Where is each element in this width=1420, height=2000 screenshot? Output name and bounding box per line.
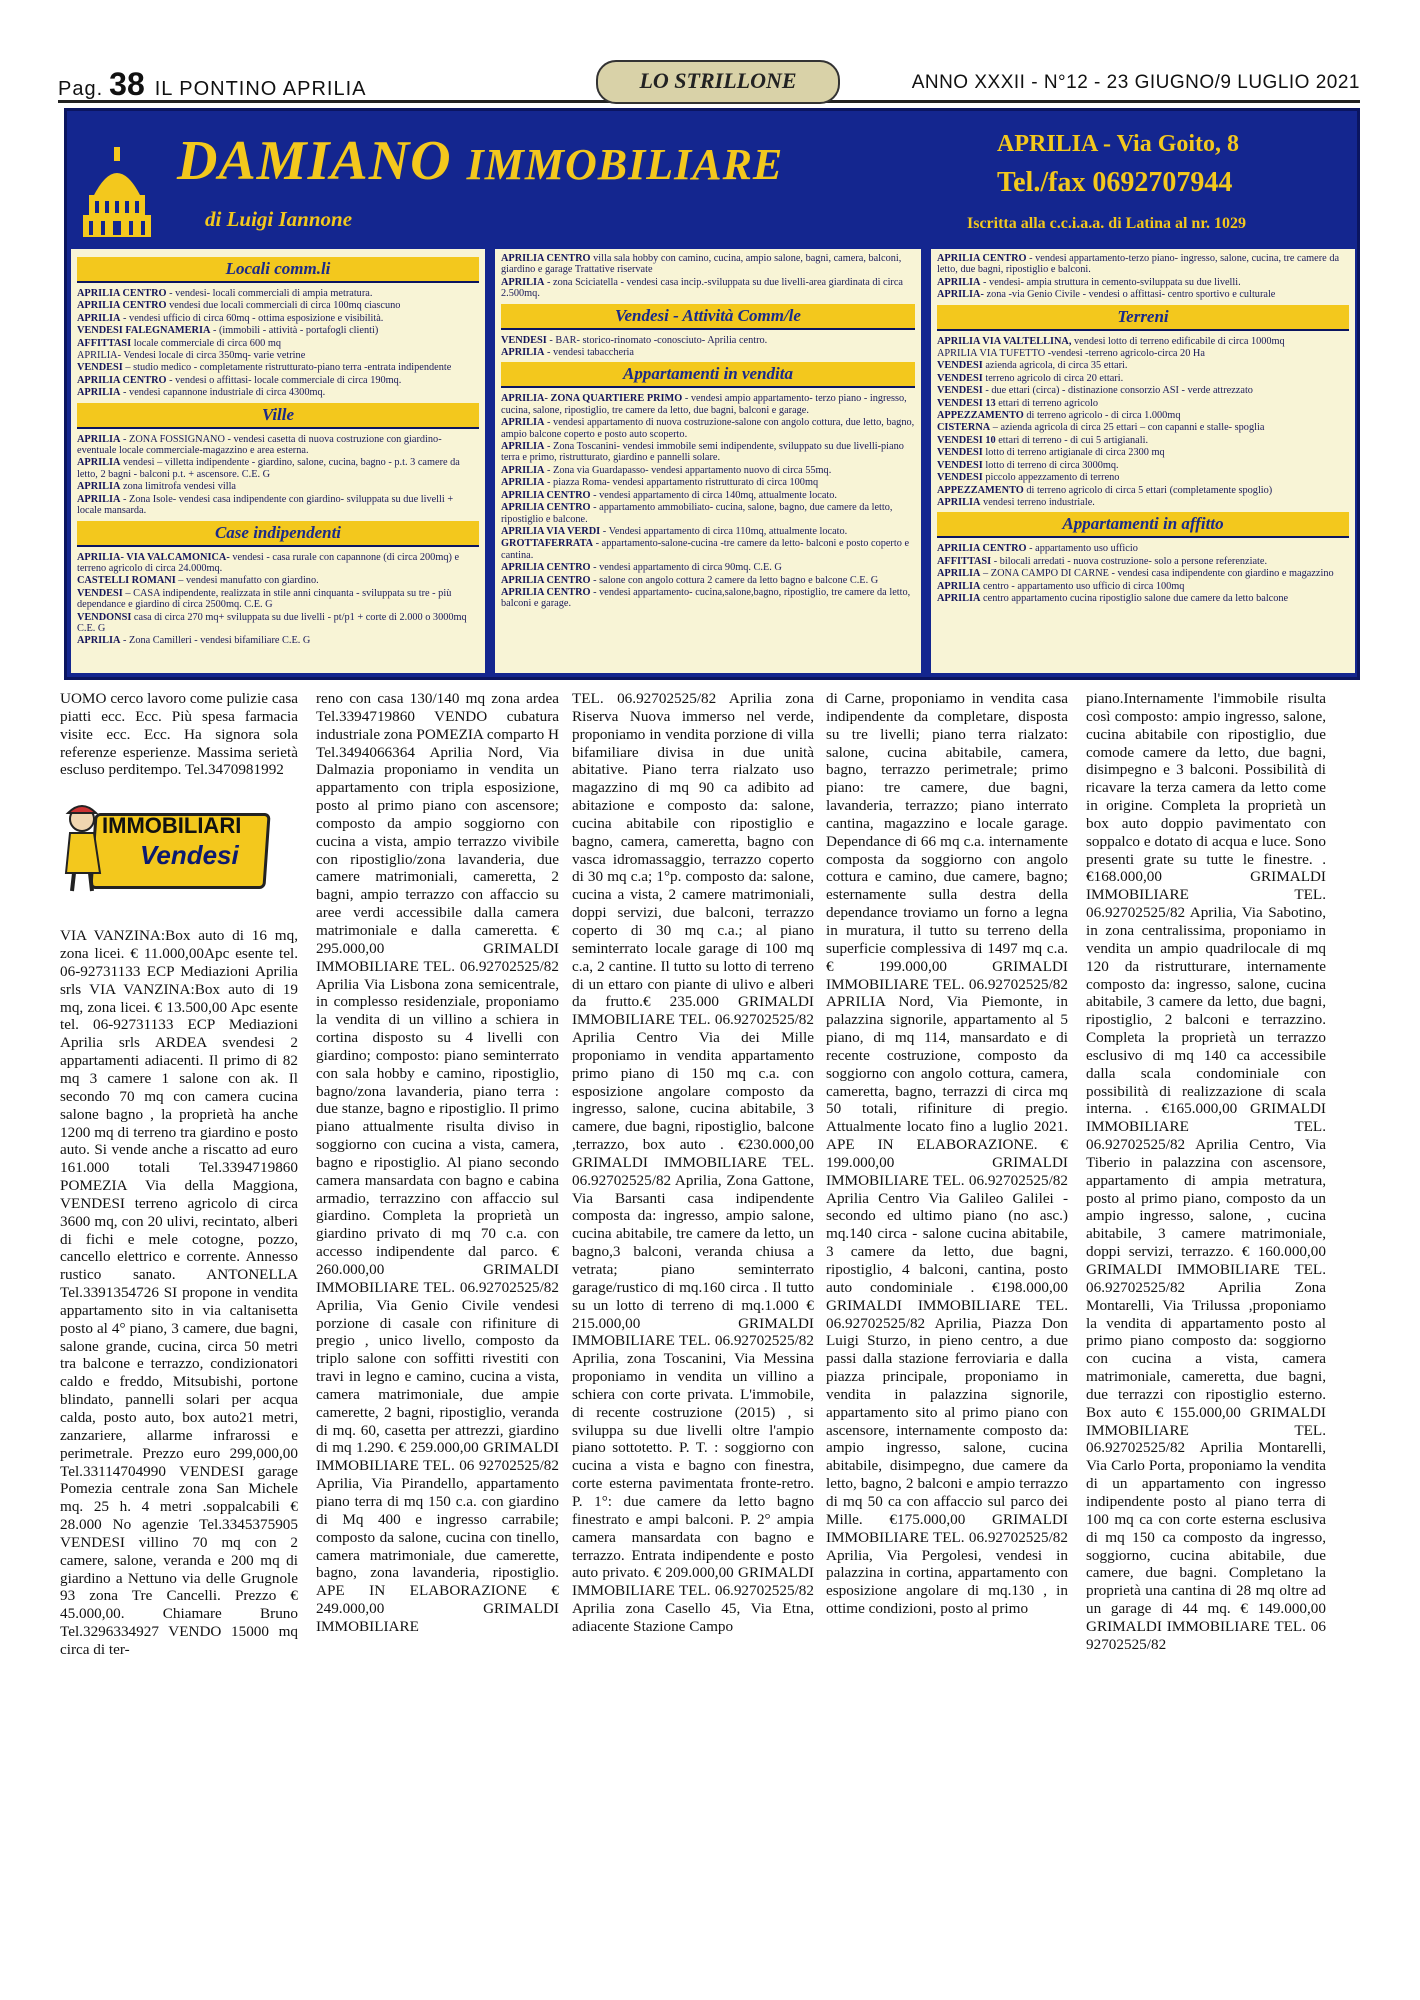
page-number: 38 [109, 66, 145, 102]
listing-item: VENDESI – CASA indipendente, realizzata in stile anni cinquanta - sviluppata su tre - più dependance e giardino di circa 2500mq. C.E. G [77, 587, 452, 611]
classified-text: di Carne, proponiamo in vendita casa indipendente da completare, disposta su tre livelli; piano terra rialzato: salone, cucina abitabile, camera, bagno, terrazzo perimetrale; primo piano: tre camere, due bagni, lavanderia, terrazzo; piano interrato cantina, magazzino e locale garage. Dependance di 66 mq c.a. internamente composta da soggiorno con angolo cottura e camino, due camere, bagno; esternamente sulla destra della dependance troviamo un forno a legna in muratura, il tutto su terreno della superficie complessiva di 1497 mq c.a. € 199.000,00 GRIMALDI IMMOBILIARE TEL. 06.92702525/82 APRILIA Nord, Via Piemonte, in palazzina signorile, appartamento al 5 piano, di mq 114, mansardato e di recente costruzione, composto da soggiorno con angolo cottura, camera, cameretta, bagno, terrazzi di circa mq 50 totali, rifiniture di pregio. Attualmente locato fino a luglio 2021. APE IN ELABORAZIONE. € 199.000,00 GRIMALDI IMMOBILIARE TEL. 06.92702525/82 Aprilia Centro Via Galileo Galilei - secondo ed ultimo piano (no asc.) mq.140 circa - salone cucina abitabile, 3 camere da letto, due bagni, ripostiglio, 4 balconi, cantina, posto auto condominiale . €198.000,00 GRIMALDI IMMOBILIARE TEL. 06.92702525/82 Aprilia, Piazza Don Luigi Sturzo, in pieno centro, a due passi dalla stazione ferroviaria e dalla piazza principale, proponiamo in vendita in palazzina signorile, appartamento sito al primo piano con ascensore, internamente composto da: ampio ingresso, salone, cucina abitabile, disimpegno, due camere da letto, bagno, 2 balconi e ampio terrazzo di mq 50 ca con affaccio sul parco dei Mille. €175.000,00 GRIMALDI IMMOBILIARE TEL. 06.92702525/82 Aprilia, Via Pergolesi, vendesi in palazzina in cortina, appartamento con esposizione angolare di mq.130 , in ottime condizioni, posto al primo [826, 690, 1068, 1618]
listing-item: APRILIA vendesi terreno industriale. [937, 496, 1095, 508]
classified-text: TEL. 06.92702525/82 Aprilia zona Riserva Nuova immerso nel verde, proponiamo in vendita porzione di villa bifamiliare divisa in due unità abitative. Piano terra rialzato uso magazzino di mq 90 ca adibito ad abitazione e composto da: salone, cucina abitabile con ripostiglio e bagno, camera, cameretta, bagno con vasca idromassaggio, terrazzo coperto di 30 mq c.a; 1°p. composto da: salone, cucina a vista, 2 camere matrimoniali, doppi servizi, due balconi, terrazzo coperto di 30 mq c.a.; al piano seminterrato locale garage di 100 mq c.a, 2 cantine. Il tutto su lotto di terreno di un ettaro con piante di ulivo e alberi da frutto.€ 235.000 GRIMALDI IMMOBILIARE TEL. 06.92702525/82 Aprilia Centro Via dei Mille proponiamo in vendita appartamento primo piano di 150 mq c.a. con esposizione angolare composto da ingresso, salone, cucina abitabile, 3 camere, due bagni, ripostiglio, balcone ,terrazzo, box auto . €230.000,00 GRIMALDI IMMOBILIARE TEL. 06.92702525/82 Aprilia, Zona Gattone, Via Barsanti casa indipendente composta da: ingresso, ampio salone, cucina abitabile, tre camere da letto, un bagno,3 balconi, veranda chiusa a vetrata; piano seminterrato garage/rustico di mq.160 circa . Il tutto su un lotto di terreno di mq.1.000 € 215.000,00 GRIMALDI IMMOBILIARE TEL. 06.92702525/82 Aprilia, zona Toscanini, Via Messina proponiamo in vendita un villino a schiera con corte privata. L'immobile, di recente costruzione (2015) , si sviluppa su due livelli oltre l'ampio piano sottotetto. P. T. : soggiorno con cucina a vista e bagno con finestra, corte esterna pavimentata fronte-retro. P. 1°: due camere da letto bagno finestrato e ampi balconi. P. 2° ampia camera mansardata con bagno e terrazzo. Entrata indipendente e posto auto privato. € 209.000,00 GRIMALDI IMMOBILIARE TEL. 06.92702525/82 Aprilia zona Casello 45, Via Etna, adiacente Stazione Campo [572, 690, 814, 1635]
listing-item: VENDESI azienda agricola, di circa 35 ettari. [937, 360, 1128, 372]
listing-item: APRILIA vendesi – villetta indipendente - giardino, salone, cucina, bagno - p.t. 3 camere da letto, 2 bagni - balconi p.t. + ascensore. C.E. G [77, 457, 460, 480]
listing-item: AFFITTASI locale commerciale di circa 600 mq [77, 337, 281, 349]
listing-item: CISTERNA – azienda agricola di circa 25 ettari – con capanni e stalle- spoglia [937, 422, 1265, 434]
listing-item: APRILIA centro appartamento cucina ripostiglio salone due camere da letto balcone [937, 592, 1289, 604]
classified-text: reno con casa 130/140 mq zona ardea Tel.3394719860 VENDO cubatura industriale zona POMEZIA comparto H Tel.3494066364 Aprilia Nord, Via Dalmazia proponiamo in vendita un appartamento con tripla esposizione, posto al primo piano con ascensore; composto da ampio soggiorno con cucina a vista, ampio terrazzo vivibile con ripostiglio/zona lavanderia, due camere matrimoniali, cameretta, 2 bagni, ampio terrazzo con affaccio su aree verdi accessibile dalla camera matrimoniale e dalla cameretta. € 295.000,00 GRIMALDI IMMOBILIARE TEL. 06.92702525/82 Aprilia Via Lisbona zona semicentrale, in complesso residenziale, proponiamo la vendita di un villino a schiera in cortina disposto su 4 livelli con giardino; composto: piano seminterrato con sala hobby e camino, ripostiglio, bagno/zona lavanderia, piano terra : due stanze, bagno e ripostiglio. Il primo piano attualmente risulta diviso in soggiorno con cucina a vista, camera, bagno e ripostiglio. Al piano secondo camera mansardata con bagno e cabina armadio, terrazzino con affaccio sul giardino. Completa la proprietà un giardino privato di mq 70 c.a. con accesso indipendente dal parco. € 260.000,00 GRIMALDI IMMOBILIARE TEL. 06.92702525/82 Aprilia, Via Genio Civile vendesi porzione di casale con rifiniture di pregio , unico livello, composto da triplo salone con soffitti rivestiti con travi in legno e camino, cucina a vista, camera matrimoniale, due ampie camerette, 2 bagni, ripostiglio, veranda di mq. 60, casetta per attrezzi, giardino di mq 1.290. € 259.000,00 GRIMALDI IMMOBILIARE TEL. 06 92702525/82 Aprilia, Via Pirandello, appartamento piano terra di mq 150 c.a. con giardino di Mq 400 e ingresso carrabile; composto da salone, cucina con tinello, camera matrimoniale, due camerette, bagno, zona lavanderia, ripostiglio. APE IN ELABORAZIONE € 249.000,00 GRIMALDI IMMOBILIARE [316, 690, 559, 1635]
list-case [77, 552, 479, 647]
listing-item: APRILIA – ZONA CAMPO DI CARNE - vendesi casa indipendente con giardino e magazzino [937, 568, 1334, 580]
listing-item: APRILIA VIA TUFETTO -vendesi -terreno agricolo-circa 20 Ha [937, 348, 1205, 360]
listing-item: APRILIA CENTRO - appartamento uso ufficio [937, 543, 1138, 555]
listing-item: APRILIA - Zona via Guardapasso- vendesi appartamento nuovo di circa 55mq. [501, 464, 832, 476]
listing-item: VENDESI piccolo appezzamento di terreno [937, 472, 1120, 484]
brand-owner: di Luigi Iannone [205, 207, 353, 231]
agency-phone: Tel./fax 0692707944 [997, 167, 1233, 198]
immobiliari-vendesi-banner [62, 803, 266, 893]
listing-item: APRILIA - vendesi tabaccheria [501, 347, 634, 359]
listing-item: APRILIA CENTRO - appartamento ammobiliato- cucina, salone, bagno, due camere da letto, ripostiglio e balcone. [501, 502, 893, 525]
classified-text: UOMO cerco lavoro come pulizie casa piatti ecc. Ecc. Più spesa farmacia visite ecc. Ecc. Ha signora sola referenze esperienze. Massima serietà escluso perditempo. Tel.3470981992 [60, 690, 298, 779]
page-header [58, 66, 1360, 103]
listing-item: APRILIA- zona -via Genio Civile - vendesi o affittasi- centro sportivo e culturale [937, 289, 1276, 301]
section-title-case: Case indipendenti [77, 521, 479, 547]
listing-item: APRILIA - vendesi ufficio di circa 60mq - ottima esposizione e visibilità. [77, 312, 384, 324]
listing-item: VENDESI - due ettari (circa) - distinazione consorzio ASI - verde attrezzato [937, 385, 1253, 397]
listing-item: APRILIA- VIA VALCAMONICA- vendesi - casa rurale con capannone (di circa 200mq) e terreno agricolo di circa 24.000mq. [77, 551, 460, 574]
list-ville [77, 434, 479, 517]
listing-item: VENDESI lotto di terreno artigianale di circa 2300 mq [937, 447, 1165, 459]
listing-item: APRILIA CENTRO villa sala hobby con camino, cucina, ampio salone, bagni, camera, balconi, giardino e garage Trattative riservate [501, 253, 902, 276]
publication-name: IL PONTINO APRILIA [154, 78, 367, 100]
list-affitto [937, 543, 1349, 604]
listing-item: APRILIA CENTRO vendesi due locali commerciali di circa 100mq ciascuno [77, 300, 401, 312]
dome-icon [81, 145, 153, 239]
listing-item: APRILIA - Zona Camilleri - vendesi bifamiliare C.E. G [77, 635, 311, 647]
classified-text: VIA VANZINA:Box auto di 16 mq, zona licei. € 11.000,00Apc esente tel. 06-92731133 ECP Mediazioni Aprilia srls VIA VANZINA:Box auto di 19 mq, zona licei. € 13.500,00 Apc esente tel. 06-92731133 ECP Mediazioni Aprilia srls ARDEA svendesi 2 appartamenti adiacenti. Il primo di 82 mq 3 camere 1 salone con ak. Il secondo 70 mq con camera cucina salone bagno , la proprietà ha anche 1200 mq di terreno tra giardino e posto auto. Si vende anche a riscatto ad euro 161.000 totali Tel.3394719860 POMEZIA Via della Maggiona, VENDESI terreno agricolo di circa 3600 mq, con 20 ulivi, recintato, alberi di fichi e mele cotogne, pozzo, cancello elettrico e corrente. Annesso rustico sanato. ANTONELLA Tel.3391354726 SI propone in vendita appartamento sito in via caltanisetta posto al 4° piano, 3 camere, due bagni, salone grande, cucina, circa 50 metri tra balcone e terrazzo, condizionatori caldo e freddo, Mitsubishi, portone blindato, pannelli solari per acqua calda, posto auto, box auto21 metri, zanzariere, allarme infrarossi e perimetrale. Prezzo euro 299,000,00 Tel.33114704990 VENDESI garage Pomezia centrale zona San Michele mq. 25 h. 4 metri .soppalcabili € 28.000 No agenzie Tel.3345375905 VENDESI villino 70 mq con 2 camere, salone, veranda e 200 mq di giardino a Nettuno via delle Grugnole 93 zona Tre Cancelli. Prezzo € 45.000,00. Chiamare Bruno Tel.3296334927 VENDO 15000 mq circa di ter- [60, 927, 298, 1658]
listing-item: APRILIA VIA VERDI - Vendesi appartamento di circa 110mq, attualmente locato. [501, 525, 848, 537]
agency-registration: Iscritta alla c.c.i.a.a. di Latina al nr. 1029 [967, 215, 1246, 232]
listing-item: APRILIA zona limitrofa vendesi villa [77, 481, 237, 493]
text-column-3 [572, 690, 814, 1980]
ad-column-3 [931, 249, 1355, 673]
ad-column-1 [71, 249, 485, 673]
listing-item: VENDESI - BAR- storico-rinomato -conosciuto- Aprilia centro. [501, 334, 768, 346]
brand-title [177, 129, 783, 193]
listing-item: VENDESI – studio medico - completamente ristrutturato-piano terra -entrata indipendente [77, 362, 452, 374]
list-locali [77, 288, 479, 399]
banner-line-2: Vendesi [140, 840, 239, 871]
listing-item: APRILIA centro - appartamento uso ufficio di circa 100mq [937, 580, 1185, 592]
listing-item: APRILIA - zona Sciciatella - vendesi casa incip.-sviluppata su due livelli-area giardinata di circa 2.500mq. [501, 276, 904, 300]
page-number-block [58, 66, 367, 103]
newsboy-icon [62, 803, 106, 893]
section-title-ville: Ville [77, 403, 479, 429]
text-column-1 [60, 690, 298, 1980]
strillone-logo: LO STRILLONE [596, 60, 840, 104]
ad-column-2 [495, 249, 921, 673]
text-column-4 [826, 690, 1068, 1980]
damiano-advertisement [64, 108, 1360, 680]
text-column-5 [1086, 690, 1326, 1980]
agency-address: APRILIA - Via Goito, 8 [997, 131, 1240, 157]
listing-item: VENDONSI casa di circa 270 mq+ sviluppata su due livelli - pt/p1 + corte di 2.000 o 3000mq C.E. G [77, 611, 467, 634]
listing-item: APRILIA - piazza Roma- vendesi appartamento ristrutturato di circa 100mq [501, 477, 819, 489]
page-label: Pag. [58, 78, 104, 100]
listing-item: APRILIA - Zona Isole- vendesi casa indipendente con giardino- sviluppata su due livelli + locale mansarda. [77, 493, 454, 517]
listing-item: APRILIA - vendesi- ampia struttura in cemento-sviluppata su due livelli. [937, 276, 1241, 288]
listing-item: APRILIA CENTRO - vendesi appartamento- cucina,salone,bagno, ripostiglio, tre camere da letto, balconi e garage. [501, 586, 911, 610]
listing-item: VENDESI 13 ettari di terreno agricolo [937, 397, 1099, 409]
list-terreni [937, 336, 1349, 509]
listing-item: APRILIA CENTRO - vendesi appartamento di circa 90mq. C.E. G [501, 562, 782, 574]
brand-main: DAMIANO [177, 130, 452, 192]
listing-item: APRILIA - ZONA FOSSIGNANO - vendesi casetta di nuova costruzione con giardino- eventuale locale commerciale-magazzino e area esterna. [77, 433, 442, 457]
listing-item: AFFITTASI - bilocali arredati - nuova costruzione- solo a persone referenziate. [937, 555, 1268, 567]
list-appartamenti [501, 393, 915, 609]
listing-item: APRILIA CENTRO - salone con angolo cottura 2 camere da letto bagno e balcone C.E. G [501, 574, 879, 586]
listing-item: APRILIA - Zona Toscanini- vendesi immobile semi indipendente, sviluppato su due livelli-piano terra e primo, ristrutturato, giardino e pannelli solare. [501, 441, 904, 464]
classified-text: piano.Internamente l'immobile risulta così composto: ampio ingresso, salone, cucina abitabile con ripostiglio, due comode camere da letto, due bagni, disimpegno e 3 balconi. Possibilità di ricavare la terza camera da letto come in origine. Completa la proprietà un box auto doppio pavimentato con soppalco e dotato di acqua e luce. Sono presenti grate su tutte le finestre. . €168.000,00 GRIMALDI IMMOBILIARE TEL. 06.92702525/82 Aprilia, Via Sabotino, in zona centralissima, proponiamo in vendita un ampio quadrilocale di mq 120 da ristrutturare, internamente composto da: ingresso, salone, cucina abitabile, 3 camere da letto, due bagni, ripostiglio, 2 balconi e terrazzino. Completa la proprietà un terrazzo esclusivo di mq 140 ca accessibile dalla scala condominiale con possibilità di realizzazione di scala interna. . €165.000,00 GRIMALDI IMMOBILIARE TEL. 06.92702525/82 Aprilia Centro, Via Tiberio in palazzina con ascensore, appartamento di ampia metratura, posto al primo piano, composto da un ampio ingresso, salone, , cucina abitabile, 3 camere matrimoniale, doppi servizi, terrazzo. € 160.000,00 GRIMALDI IMMOBILIARE TEL. 06.92702525/82 Aprilia Zona Montarelli, Via Trilussa ,proponiamo la vendita di appartamento posto al primo piano composto da: soggiorno con cucina a vista, camera matrimoniale, cameretta, due bagni, due terrazzi con ripostiglio esterno. Box auto € 155.000,00 GRIMALDI IMMOBILIARE TEL. 06.92702525/82 Aprilia Montarelli, Via Carlo Porta, proponiamo la vendita di un appartamento con ingresso indipendente posto al piano terra di 100 mq ca con corte esterna esclusiva di mq 150 ca composto da ingresso, soggiorno, cucina abitabile, due camere, due bagni. Completano la proprietà una cantina di 28 mq oltre ad un garage di 44 mq. € 149.000,00 GRIMALDI IMMOBILIARE TEL. 06 92702525/82 [1086, 690, 1326, 1653]
listing-item: VENDESI FALEGNAMERIA - (immobili - attività - portafogli clienti) [77, 325, 379, 337]
section-title-attivita: Vendesi - Attività Comm/le [501, 304, 915, 330]
listing-item: APRILIA- ZONA QUARTIERE PRIMO - vendesi ampio appartamento- terzo piano - ingresso, cucina, salone, ripostiglio, tre camere da letto, due bagni, balconi e garage. [501, 393, 907, 416]
listing-item: APRILIA CENTRO - vendesi appartamento-terzo piano- ingresso, salone, cucina, tre camere da letto, due bagni, ripostiglio e balconi. [937, 253, 1340, 276]
listing-item: APRILIA - vendesi capannone industriale di circa 4300mq. [77, 387, 326, 399]
listing-item: APRILIA - vendesi appartamento di nuova costruzione-salone con angolo cottura, due letto, bagno, ampio balcone coperto e posto auto scoperto. [501, 417, 915, 440]
brand-second: IMMOBILIARE [466, 140, 784, 189]
issue-info: ANNO XXXII - N°12 - 23 GIUGNO/9 LUGLIO 2021 [911, 72, 1360, 93]
listing-item: GROTTAFERRATA - appartamento-salone-cucina -tre camere da letto- balconi e posto coperto e cantina. [501, 538, 910, 561]
listing-item: APPEZZAMENTO di terreno agricolo di circa 5 ettari (completamente spoglio) [937, 484, 1273, 496]
list-attivita [501, 335, 915, 359]
listing-item: APRILIA CENTRO - vendesi- locali commerciali di ampia metratura. [77, 288, 373, 299]
listing-item: APRILIA- Vendesi locale di circa 350mq- varie vetrine [77, 350, 306, 362]
section-title-affitto: Appartamenti in affitto [937, 512, 1349, 538]
section-title-appartamenti: Appartamenti in vendita [501, 362, 915, 388]
listing-item: APRILIA VIA VALTELLINA, vendesi lotto di terreno edificabile di circa 1000mq [937, 335, 1285, 347]
listing-item: VENDESI lotto di terreno di circa 3000mq. [937, 459, 1119, 471]
listing-item: VENDESI terreno agricolo di circa 20 ettari. [937, 372, 1124, 384]
text-column-2 [316, 690, 559, 1980]
listing-item: APRILIA CENTRO - vendesi appartamento di circa 140mq, attualmente locato. [501, 489, 838, 501]
listing-item: VENDESI 10 ettari di terreno - di cui 5 artigianali. [937, 434, 1149, 446]
listing-item: APRILIA CENTRO - vendesi o affittasi- locale commerciale di circa 190mq. [77, 374, 402, 386]
list-col3-top [937, 253, 1349, 301]
section-title-locali: Locali comm.li [77, 257, 479, 283]
listing-item: CASTELLI ROMANI – vendesi manufatto con giardino. [77, 575, 319, 587]
banner-line-1: IMMOBILIARI [102, 813, 242, 839]
section-title-terreni: Terreni [937, 305, 1349, 331]
list-col2-top [501, 253, 915, 300]
listing-item: APPEZZAMENTO di terreno agricolo - di circa 1.000mq [937, 410, 1181, 422]
